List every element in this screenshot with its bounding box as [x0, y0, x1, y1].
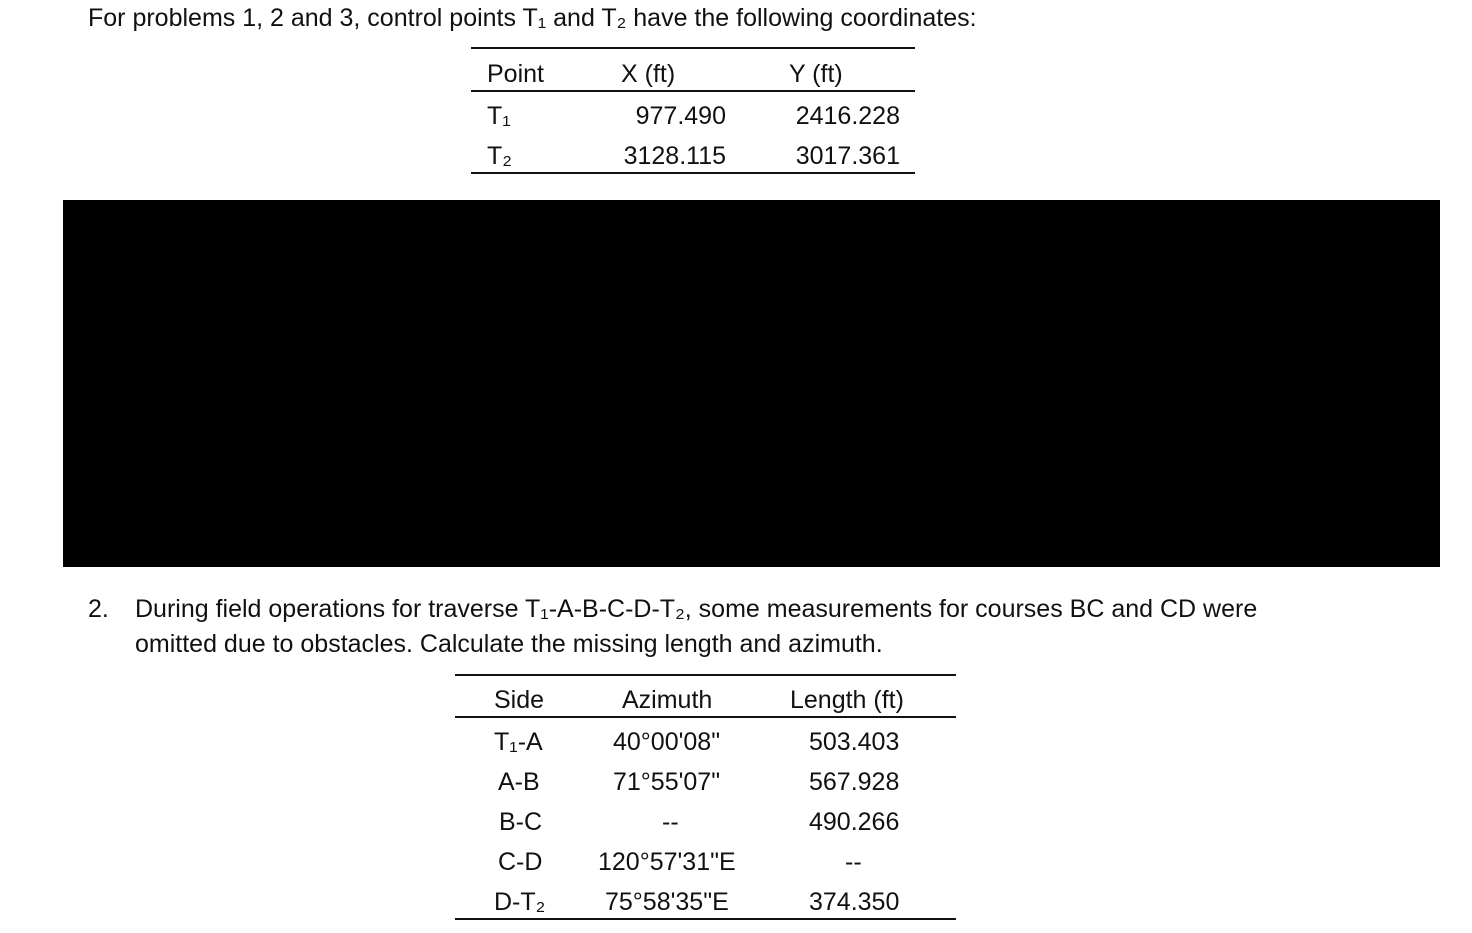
- redacted-region: [63, 200, 1440, 567]
- cell-y: 3017.361: [795, 142, 900, 170]
- cell-length: 490.266: [809, 808, 900, 836]
- cell-azimuth: 40°00'08": [613, 728, 721, 756]
- header-side: Side: [494, 686, 545, 714]
- cell-side: A-B: [498, 768, 540, 796]
- header-point: Point: [487, 60, 544, 88]
- cell-y: 2416.228: [795, 102, 900, 130]
- cell-length: 374.350: [809, 888, 900, 916]
- cell-length: --: [845, 848, 862, 876]
- cell-side: D-T₂: [494, 888, 546, 916]
- cell-length: 503.403: [809, 728, 900, 756]
- problem-number: 2.: [88, 595, 109, 623]
- cell-side: C-D: [498, 848, 543, 876]
- cell-side: T₁-A: [494, 728, 543, 756]
- cell-azimuth: 75°58'35"E: [605, 888, 729, 916]
- table-header-rule: [471, 90, 915, 92]
- cell-x: 3128.115: [623, 142, 726, 170]
- header-azimuth: Azimuth: [622, 686, 713, 714]
- cell-x: 977.490: [635, 102, 726, 130]
- header-x: X (ft): [621, 60, 676, 88]
- cell-azimuth: --: [662, 808, 679, 836]
- header-y: Y (ft): [789, 60, 843, 88]
- traverse-table: [455, 674, 956, 920]
- cell-azimuth: 71°55'07": [613, 768, 721, 796]
- control-points-table: [471, 47, 915, 174]
- cell-side: B-C: [499, 808, 543, 836]
- cell-length: 567.928: [809, 768, 900, 796]
- cell-point: T₁: [487, 102, 511, 130]
- cell-point: T₂: [487, 142, 512, 170]
- header-length: Length (ft): [790, 686, 904, 714]
- problem-text-line-1: During field operations for traverse T₁-A-B-C-D-T₂, some measurements for courses BC and CD were: [135, 595, 1258, 623]
- table-header-rule: [455, 716, 956, 718]
- cell-azimuth: 120°57'31"E: [598, 848, 736, 876]
- intro-text: For problems 1, 2 and 3, control points T₁ and T₂ have the following coordinates:: [88, 4, 977, 32]
- problem-text-line-2: omitted due to obstacles. Calculate the missing length and azimuth.: [135, 630, 883, 658]
